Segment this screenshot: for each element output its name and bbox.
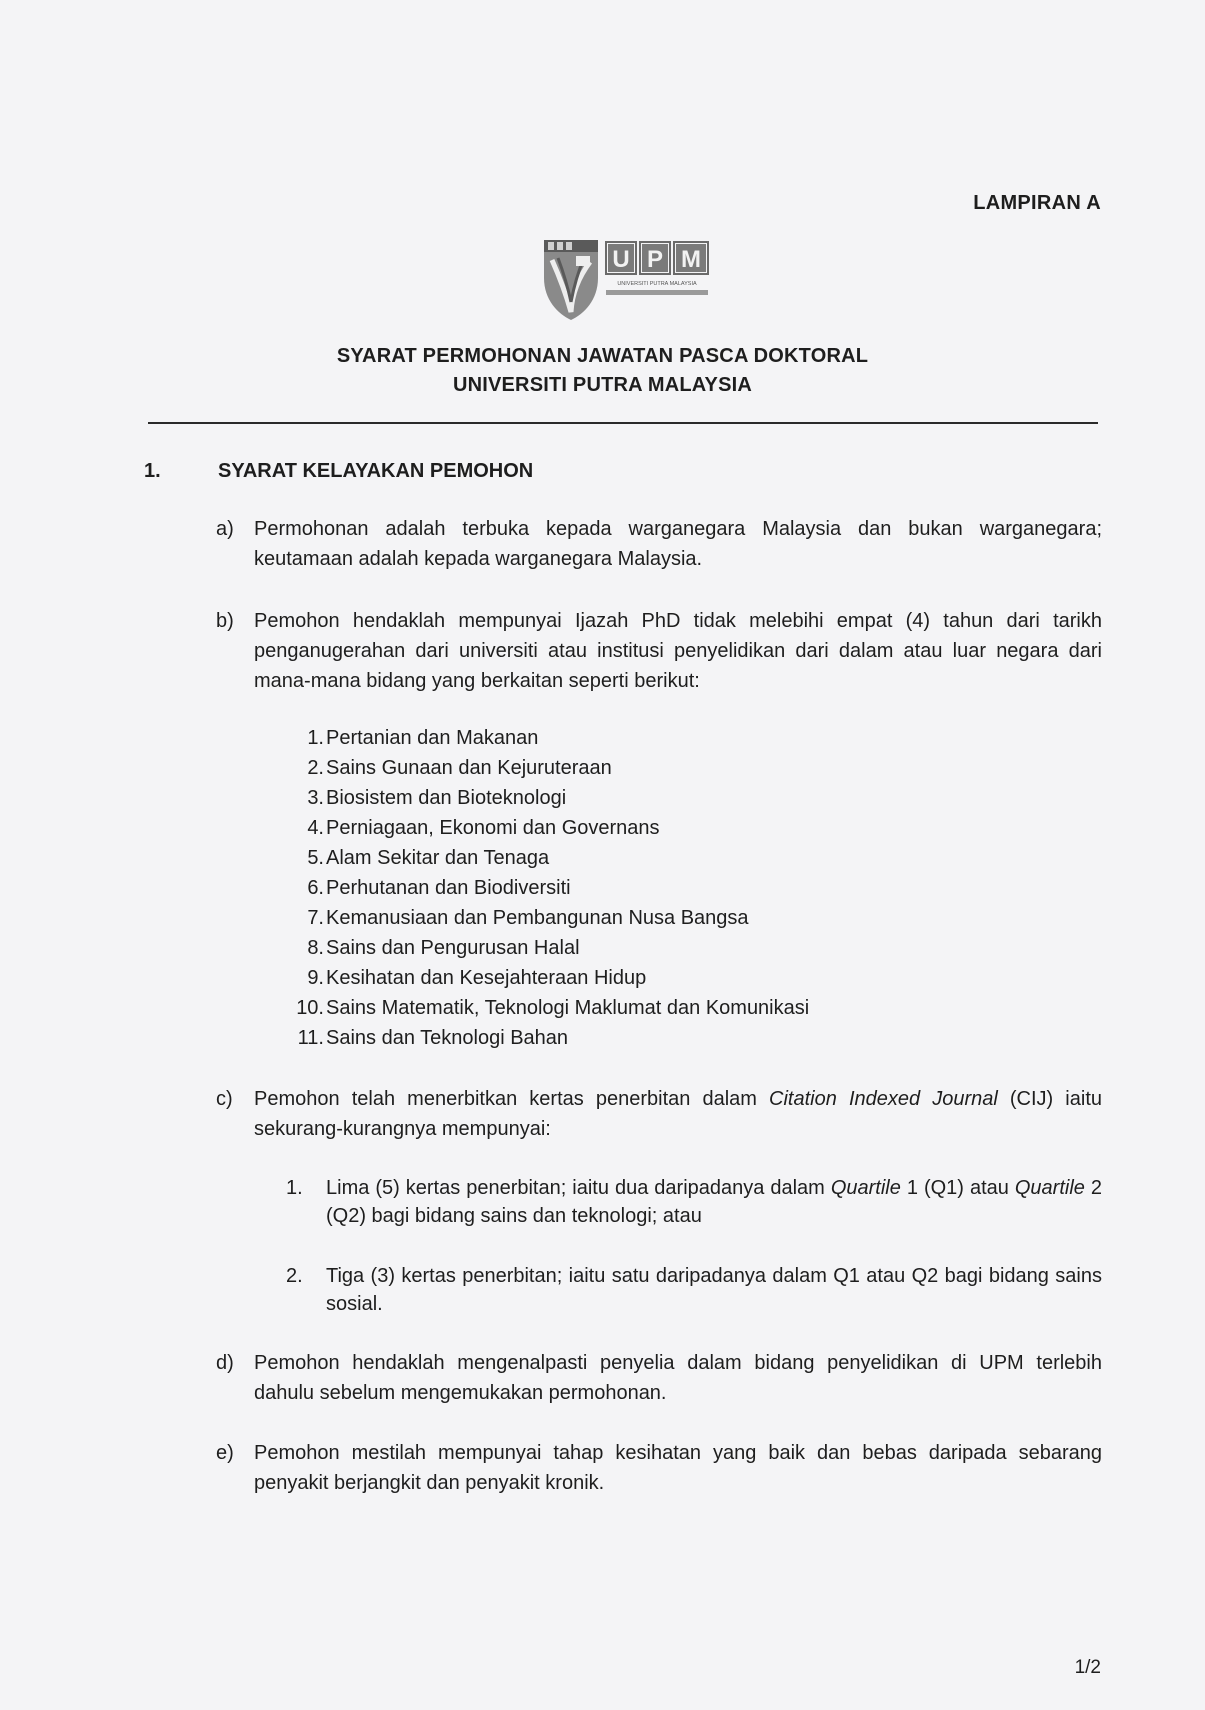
document-subtitle: UNIVERSITI PUTRA MALAYSIA	[452, 374, 753, 396]
requirement-c	[216, 1084, 1102, 1144]
list-item: 6. Perhutanan dan Biodiversiti	[307, 877, 571, 899]
requirement-text: Pemohon hendaklah mempunyai Ijazah PhD tidak melebihi empat (4) tahun dari tarikh penganugerahan dari universiti atau institusi penyelidikan dari dalam atau luar negara dari mana-mana bidang yang berkaitan seperti berikut:	[254, 610, 1102, 692]
svg-text:P: P	[646, 246, 664, 273]
requirement-text: Permohonan adalah terbuka kepada warganegara Malaysia dan bukan warganegara; keutamaan adalah kepada warganegara Malaysia.	[254, 518, 1102, 570]
publication-requirement-1: 1. Lima (5) kertas penerbitan; iaitu dua daripadanya dalam Quartile 1 (Q1) atau Quartile 2 (Q2) bagi bidang sains dan teknologi; atau	[286, 1177, 1103, 1227]
svg-text:UNIVERSITI PUTRA MALAYSIA: UNIVERSITI PUTRA MALAYSIA	[617, 281, 697, 287]
list-item: 8. Sains dan Pengurusan Halal	[307, 937, 580, 959]
requirement-b	[216, 606, 1102, 696]
svg-text:M: M	[681, 246, 701, 273]
list-item: 3. Biosistem dan Bioteknologi	[307, 787, 567, 809]
requirement-label: b)	[216, 610, 234, 632]
page-number: 1/2	[1074, 1657, 1101, 1678]
requirement-label: e)	[216, 1442, 234, 1464]
header-divider	[148, 422, 1098, 424]
section-title: SYARAT KELAYAKAN PEMOHON	[218, 460, 534, 482]
list-item: 2. Sains Gunaan dan Kejuruteraan	[307, 757, 612, 779]
requirement-a	[216, 514, 1102, 574]
requirement-label: d)	[216, 1352, 234, 1374]
document-title: SYARAT PERMOHONAN JAWATAN PASCA DOKTORAL	[336, 345, 869, 367]
list-item: 1. Pertanian dan Makanan	[307, 727, 539, 749]
requirement-e	[216, 1438, 1102, 1498]
requirement-label: a)	[216, 518, 234, 540]
list-item: 10. Sains Matematik, Teknologi Maklumat dan Komunikasi	[296, 997, 810, 1019]
research-fields-list	[286, 723, 809, 1053]
requirement-text: Pemohon mestilah mempunyai tahap kesihatan yang baik dan bebas daripada sebarang penyakit berjangkit dan penyakit kronik.	[254, 1442, 1102, 1494]
annex-label: LAMPIRAN A	[973, 192, 1101, 214]
publication-requirement-2: 2. Tiga (3) kertas penerbitan; iaitu satu daripadanya dalam Q1 atau Q2 bagi bidang sains sosial.	[286, 1265, 1102, 1315]
section-number: 1.	[144, 460, 161, 482]
requirement-text: Pemohon hendaklah mengenalpasti penyelia dalam bidang penyelidikan di UPM terlebih dahulu sebelum mengemukakan permohonan.	[254, 1352, 1102, 1404]
list-item: 5. Alam Sekitar dan Tenaga	[307, 847, 550, 869]
upm-logo	[540, 238, 712, 322]
svg-text:U: U	[612, 246, 630, 273]
requirement-d	[216, 1348, 1102, 1408]
list-item: 7. Kemanusiaan dan Pembangunan Nusa Bangsa	[307, 907, 749, 929]
requirement-label: c)	[216, 1088, 233, 1110]
list-item: 9. Kesihatan dan Kesejahteraan Hidup	[307, 967, 647, 989]
list-item: 4. Perniagaan, Ekonomi dan Governans	[307, 817, 660, 839]
list-item: 11. Sains dan Teknologi Bahan	[297, 1027, 569, 1049]
requirement-text: Pemohon telah menerbitkan kertas penerbitan dalam Citation Indexed Journal (CIJ) iaitu sekurang-kurangnya mempunyai:	[254, 1088, 1103, 1140]
